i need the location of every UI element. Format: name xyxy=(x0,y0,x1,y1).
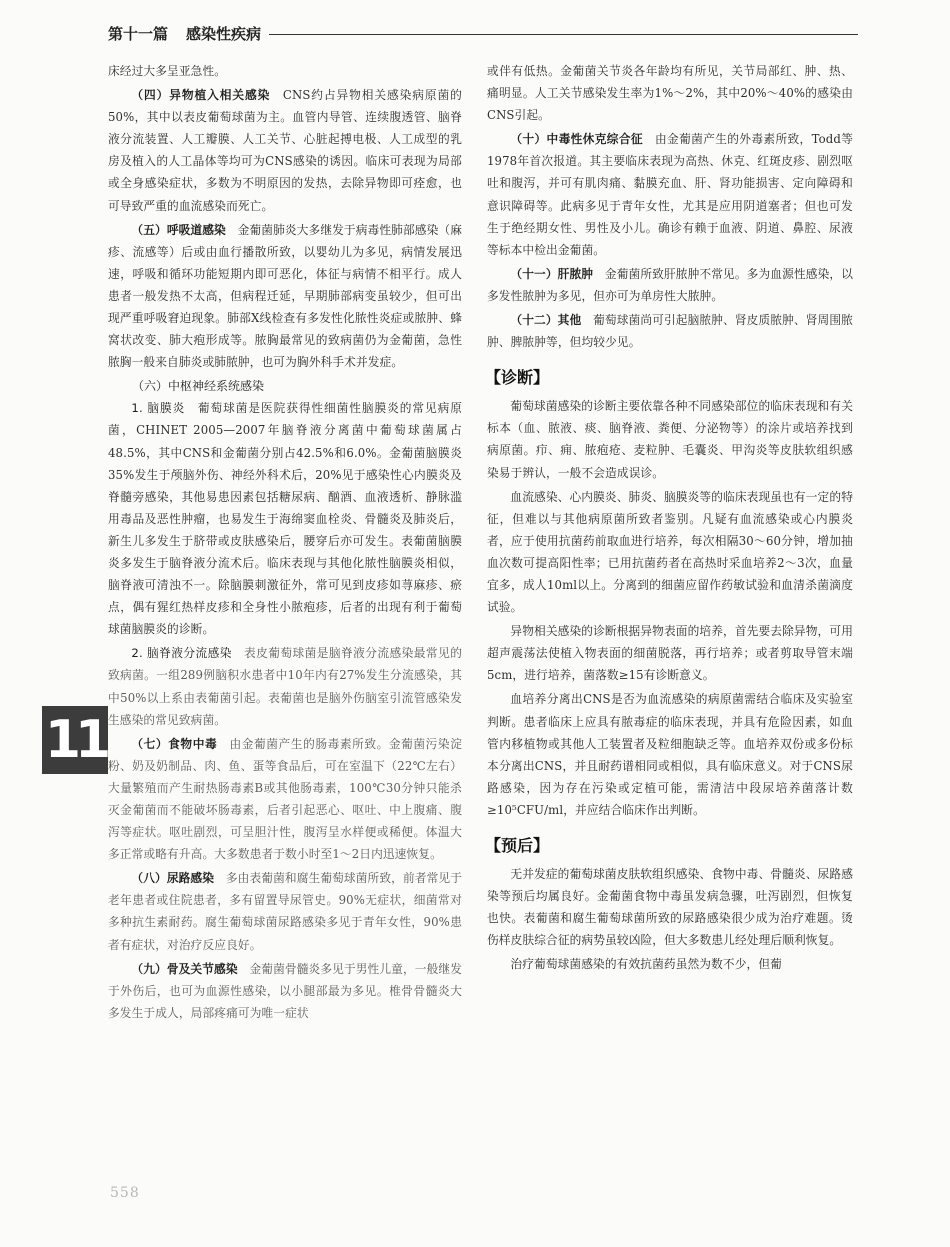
paragraph-other xyxy=(487,309,853,353)
section-heading: （十）中毒性休克综合征 xyxy=(510,132,643,147)
paragraph-text: 多由表葡菌和腐生葡萄球菌所致，前者常见于老年患者或住院患者，多有留置导尿管史。90%无症状，细菌常对多种抗生素耐药。腐生葡萄球菌尿路感染多见于青年女性，90%患者有症状，对治疗反应良好。 xyxy=(108,871,463,952)
left-column xyxy=(108,60,462,1026)
paragraph-text: 由金葡菌产生的外毒素所致，Todd等1978年首次报道。其主要临床表现为高热、休克、红斑皮疹、剧烈呕吐和腹泻，并可有肌肉痛、黏膜充血、肝、肾功能损害、定向障碍和意识障碍等。此病多见于青年女性，尤其是应用阴道塞者；但也可发生于绝经期女性、男性及小儿。确诊有赖于血液、阴道、鼻腔、尿液等标本中检出金葡菌。 xyxy=(487,132,853,257)
paragraph-food-poisoning xyxy=(108,733,462,866)
paragraph-respiratory-infection xyxy=(108,219,462,374)
section-heading: （五）呼吸道感染 xyxy=(131,222,226,237)
paragraph-text: 金葡菌所致肝脓肿不常见。多为血源性感染，以多发性脓肿为多见，但亦可为单房性大脓肿。 xyxy=(487,266,853,303)
paragraph-text: 表皮葡萄球菌是脑脊液分流感染最常见的致病菌。一组289例脑积水患者中10年内有27%发生分流感染，其中50%以上系由表葡菌引起。表葡菌也是脑外伤脑室引流管感染发生感染的常见致病菌。 xyxy=(108,646,463,727)
paragraph-text: 金葡菌肺炎大多继发于病毒性肺部感染（麻疹、流感等）后或由血行播散所致，以婴幼儿为多见，病情发展迅速，呼吸和循环功能短期内即可恶化，体征与病情不相平行。成人患者一般发热不太高，但病程迁延，早期肺部病变虽较少，但可出现严重呼吸窘迫现象。肺部X线检查有多发性化脓性炎症或脓肿、蜂窝状改变、肺大疱形成等。脓胸最常见的致病菌仍为金葡菌，急性脓胸一般来自肺炎或肺脓肿，也可为胸外科手术并发症。 xyxy=(108,222,463,370)
paragraph-bone-joint-infection xyxy=(108,958,462,1024)
section-heading: （八）尿路感染 xyxy=(131,871,215,886)
paragraph-toxic-shock xyxy=(487,128,853,261)
paragraph-text: CNS约占异物相关感染病原菌的50%，其中以表皮葡萄球菌为主。血管内导管、连续腹透管、脑脊液分流装置、人工瓣膜、人工关节、心脏起搏电极、人工成型的乳房及植入的人工晶体等均可为CNS感染的诱因。临床可表现为局部或全身感染症状，多数为不明原因的发热，去除异物即可痊愈，也可导致严重的血流感染而死亡。 xyxy=(108,88,462,213)
section-heading: （十二）其他 xyxy=(510,313,582,328)
paragraph-prognosis-1: 无并发症的葡萄球菌皮肤软组织感染、食物中毒、骨髓炎、尿路感染等预后均属良好。金葡菌食物中毒虽发病急骤，吐泻剧烈，但恢复也快。表葡菌和腐生葡萄球菌所致的尿路感染很少成为治疗难题。烫伤样皮肤综合征的病势虽较凶险，但大多数患儿经处理后顺利恢复。 xyxy=(487,867,853,948)
paragraph-meningitis xyxy=(108,397,462,640)
paragraph-diagnosis-1: 葡萄球菌感染的诊断主要依靠各种不同感染部位的临床表现和有关标本（血、脓液、痰、脑脊液、粪便、分泌物等）的涂片或培养找到病原菌。疖、痈、脓疱疮、麦粒肿、毛囊炎、甲沟炎等皮肤软组织感染易于辨认，一般不会造成误诊。 xyxy=(487,399,853,480)
section-heading: （九）骨及关节感染 xyxy=(131,961,238,976)
prognosis-heading: 【预后】 xyxy=(485,836,550,855)
right-column xyxy=(487,60,853,977)
header-part: 第十一篇 xyxy=(108,24,169,43)
subsection-heading: （六）中枢神经系统感染 xyxy=(132,379,265,394)
section-heading: （十一）肝脓肿 xyxy=(510,266,594,281)
chapter-tab: 11 xyxy=(42,706,108,774)
paragraph-diagnosis-2: 血流感染、心内膜炎、肺炎、脑膜炎等的临床表现虽也有一定的特征，但难以与其他病原菌所致者鉴别。凡疑有血流感染或心内膜炎者，应于使用抗菌药前取血进行培养，每次相隔30～60分钟，增加抽血次数可提高阳性率；已用抗菌药者在高热时采血培养2～3次，血量宜多，成人10ml以上。分离到的细菌应留作药敏试验和血清杀菌滴度试验。 xyxy=(487,489,853,615)
item-heading: 1. 脑膜炎 xyxy=(131,401,186,416)
paragraph-urinary-infection xyxy=(108,867,462,955)
paragraph-prognosis-2: 治疗葡萄球菌感染的有效抗菌药虽然为数不少，但葡 xyxy=(510,957,782,972)
diagnosis-heading: 【诊断】 xyxy=(485,368,550,388)
paragraph-diagnosis-4: 血培养分离出CNS是否为血流感染的病原菌需结合临床及实验室判断。患者临床上应具有脓毒症的临床表现，并具有危险因素，如血管内移植物或其他人工装置者及粒细胞缺乏等。血培养双份或多份标本分离出CNS，并且耐药谱相同或相似，具有临床意义。对于CNS尿路感染，因为存在污染或定植可能，需清洁中段尿培养菌落计数≥10⁵CFU/ml，并应结合临床作出判断。 xyxy=(487,692,853,817)
running-header xyxy=(108,20,858,46)
header-title: 感染性疾病 xyxy=(186,24,262,43)
paragraph: 或伴有低热。金葡菌关节炎各年龄均有所见，关节局部红、肿、热、痛明显。人工关节感染发生率为1%～2%，其中20%～40%的感染由CNS引起。 xyxy=(487,64,853,123)
header-rule xyxy=(269,34,858,35)
paragraph-text: 金葡菌骨髓炎多见于男性儿童，一般继发于外伤后，也可为血源性感染，以小腿部最为多见。椎骨骨髓炎大多发生于成人，局部疼痛可为唯一症状 xyxy=(108,961,463,1020)
paragraph-foreign-body-infection xyxy=(108,84,462,217)
paragraph-liver-abscess xyxy=(487,263,853,307)
paragraph-diagnosis-3: 异物相关感染的诊断根据异物表面的培养，首先要去除异物，可用超声震荡法使植入物表面的细菌脱落，再行培养；或者剪取导管末端5cm，进行培养，菌落数≥15有诊断意义。 xyxy=(487,624,853,683)
paragraph-text: 葡萄球菌尚可引起脑脓肿、肾皮质脓肿、肾周围脓肿、脾脓肿等，但均较少见。 xyxy=(487,313,853,350)
page-number: 558 xyxy=(110,1185,140,1201)
paragraph-text: 葡萄球菌是医院获得性细菌性脑膜炎的常见病原菌，CHINET 2005—2007年脑脊液分离菌中葡萄球菌属占48.5%，其中CNS和金葡菌分别占42.5%和6.0%。金葡菌脑膜炎35%发生于颅脑外伤、神经外科术后，20%见于感染性心内膜炎及脊髓旁感染，其他易患因素包括糖尿病、酗酒、血液透析、静脉滥用毒品及恶性肿瘤，也易发生于海绵窦血栓炎、骨髓炎及肺炎后，新生儿多发生于脐带或皮肤感染后，腰穿后亦可发生。表葡菌脑膜炎多发生于脑脊液分流术后。临床表现与其他化脓性脑膜炎相似，脑脊液可清浊不一。除脑膜刺激征外，常可见到皮疹如荨麻疹、瘀点，偶有猩红热样皮疹和全身性小脓疱疹，后者的出现有利于葡萄球菌脑膜炎的诊断。 xyxy=(108,401,463,637)
section-heading: （四）异物植入相关感染 xyxy=(131,88,271,103)
paragraph: 床经过大多呈亚急性。 xyxy=(108,64,227,78)
paragraph-text: 由金葡菌产生的肠毒素所致。金葡菌污染淀粉、奶及奶制品、肉、鱼、蛋等食品后，可在室温下（22℃左右）大量繁殖而产生耐热肠毒素B或其他肠毒素，100℃30分钟只能杀灭金葡菌而不能破坏肠毒素，后者引起恶心、呕吐、中上腹痛、腹泻等症状。呕吐剧烈，可呈胆汁性，腹泻呈水样便或稀便。体温大多正常或略有升高。大多数患者于数小时至1～2日内迅速恢复。 xyxy=(108,736,463,862)
item-heading: 2. 脑脊液分流感染 xyxy=(131,646,232,661)
section-heading: （七）食物中毒 xyxy=(131,736,218,751)
paragraph-shunt-infection xyxy=(108,642,462,730)
